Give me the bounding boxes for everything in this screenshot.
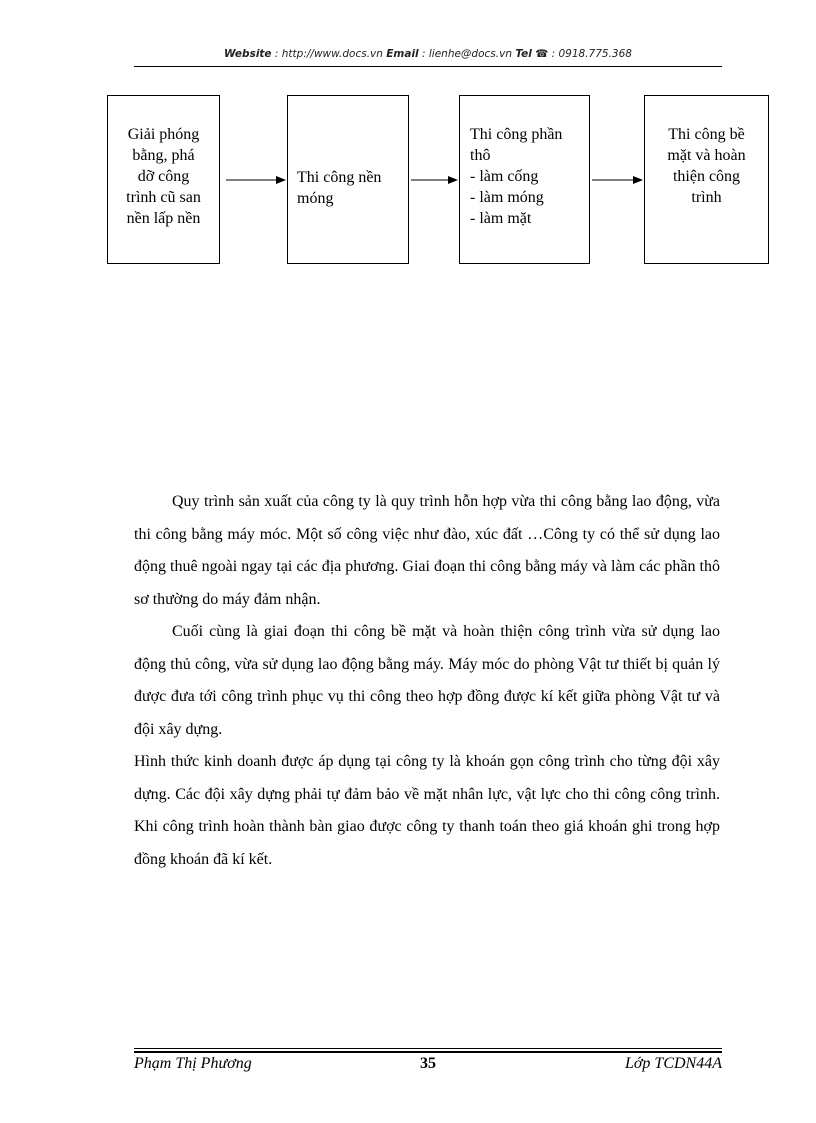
flow-step-1-line: dỡ công — [137, 168, 190, 185]
flow-step-3-line: - làm móng — [470, 189, 544, 206]
footer-author: Phạm Thị Phương — [134, 1055, 252, 1072]
flow-step-1-line: bằng, phá — [132, 147, 195, 164]
flow-step-1-line: nền lấp nền — [126, 210, 201, 227]
flow-step-1-line: trình cũ san — [126, 189, 201, 206]
flow-step-4-line: trình — [691, 189, 722, 206]
tel-value: : 0918.775.368 — [548, 48, 632, 60]
flow-step-4-line: thiện công — [672, 168, 741, 185]
flow-step-3-line: - làm cống — [470, 168, 539, 185]
website-value: : http://www.docs.vn — [271, 48, 387, 60]
paragraph-1: Quy trình sản xuất của công ty là quy trình hỗn hợp vừa thi công bằng lao động, vừa thi công bằng máy móc. Một số công việc như đào, xúc đất …Công ty có thể sử dụng lao động thuê ngoài ngay tại các địa phương. Giai đoạn thi công bằng máy và làm các phần thô sơ thường do máy đảm nhận. — [134, 493, 720, 608]
flow-step-1-line: Giải phóng — [127, 126, 200, 143]
flow-step-3-line: thô — [470, 147, 491, 164]
flow-step-4-line: mặt và hoàn — [667, 147, 746, 164]
tel-label: Tel — [515, 48, 532, 60]
email-label: Email — [386, 48, 419, 60]
phone-icon: ☎ — [535, 48, 549, 60]
website-label: Website — [224, 48, 272, 60]
email-value: : lienhe@docs.vn — [418, 48, 516, 60]
footer-rule — [134, 1048, 722, 1049]
footer-rule-thick — [134, 1051, 722, 1053]
body-text — [134, 486, 720, 876]
page-number: 35 — [420, 1055, 436, 1072]
paragraph-2: Cuối cùng là giai đoạn thi công bề mặt và hoàn thiện công trình vừa sử dụng lao động thủ công, vừa sử dụng lao động bằng máy. Máy móc do phòng Vật tư thiết bị quản lý được đưa tới công trình phục vụ thi công theo hợp đồng được kí kết giữa phòng Vật tư và đội xây dựng. — [134, 623, 720, 738]
footer-class: Lớp TCDN44A — [624, 1055, 722, 1072]
flow-step-3-line: - làm mặt — [470, 210, 532, 227]
flow-step-3-line: Thi công phần — [470, 126, 563, 143]
flow-step-2-line: móng — [297, 190, 334, 207]
flow-arrows — [0, 0, 816, 300]
paragraph-3: Hình thức kinh doanh được áp dụng tại công ty là khoán gọn công trình cho từng đội xây dựng. Các đội xây dựng phải tự đảm bảo về mặt nhân lực, vật lực cho thi công công trình. Khi công trình hoàn thành bàn giao được công ty thanh toán theo giá khoán ghi trong hợp đồng khoán đã kí kết. — [134, 753, 720, 868]
flow-step-2-line: Thi công nền — [297, 169, 382, 186]
flow-step-4-line: Thi công bề — [668, 126, 745, 143]
